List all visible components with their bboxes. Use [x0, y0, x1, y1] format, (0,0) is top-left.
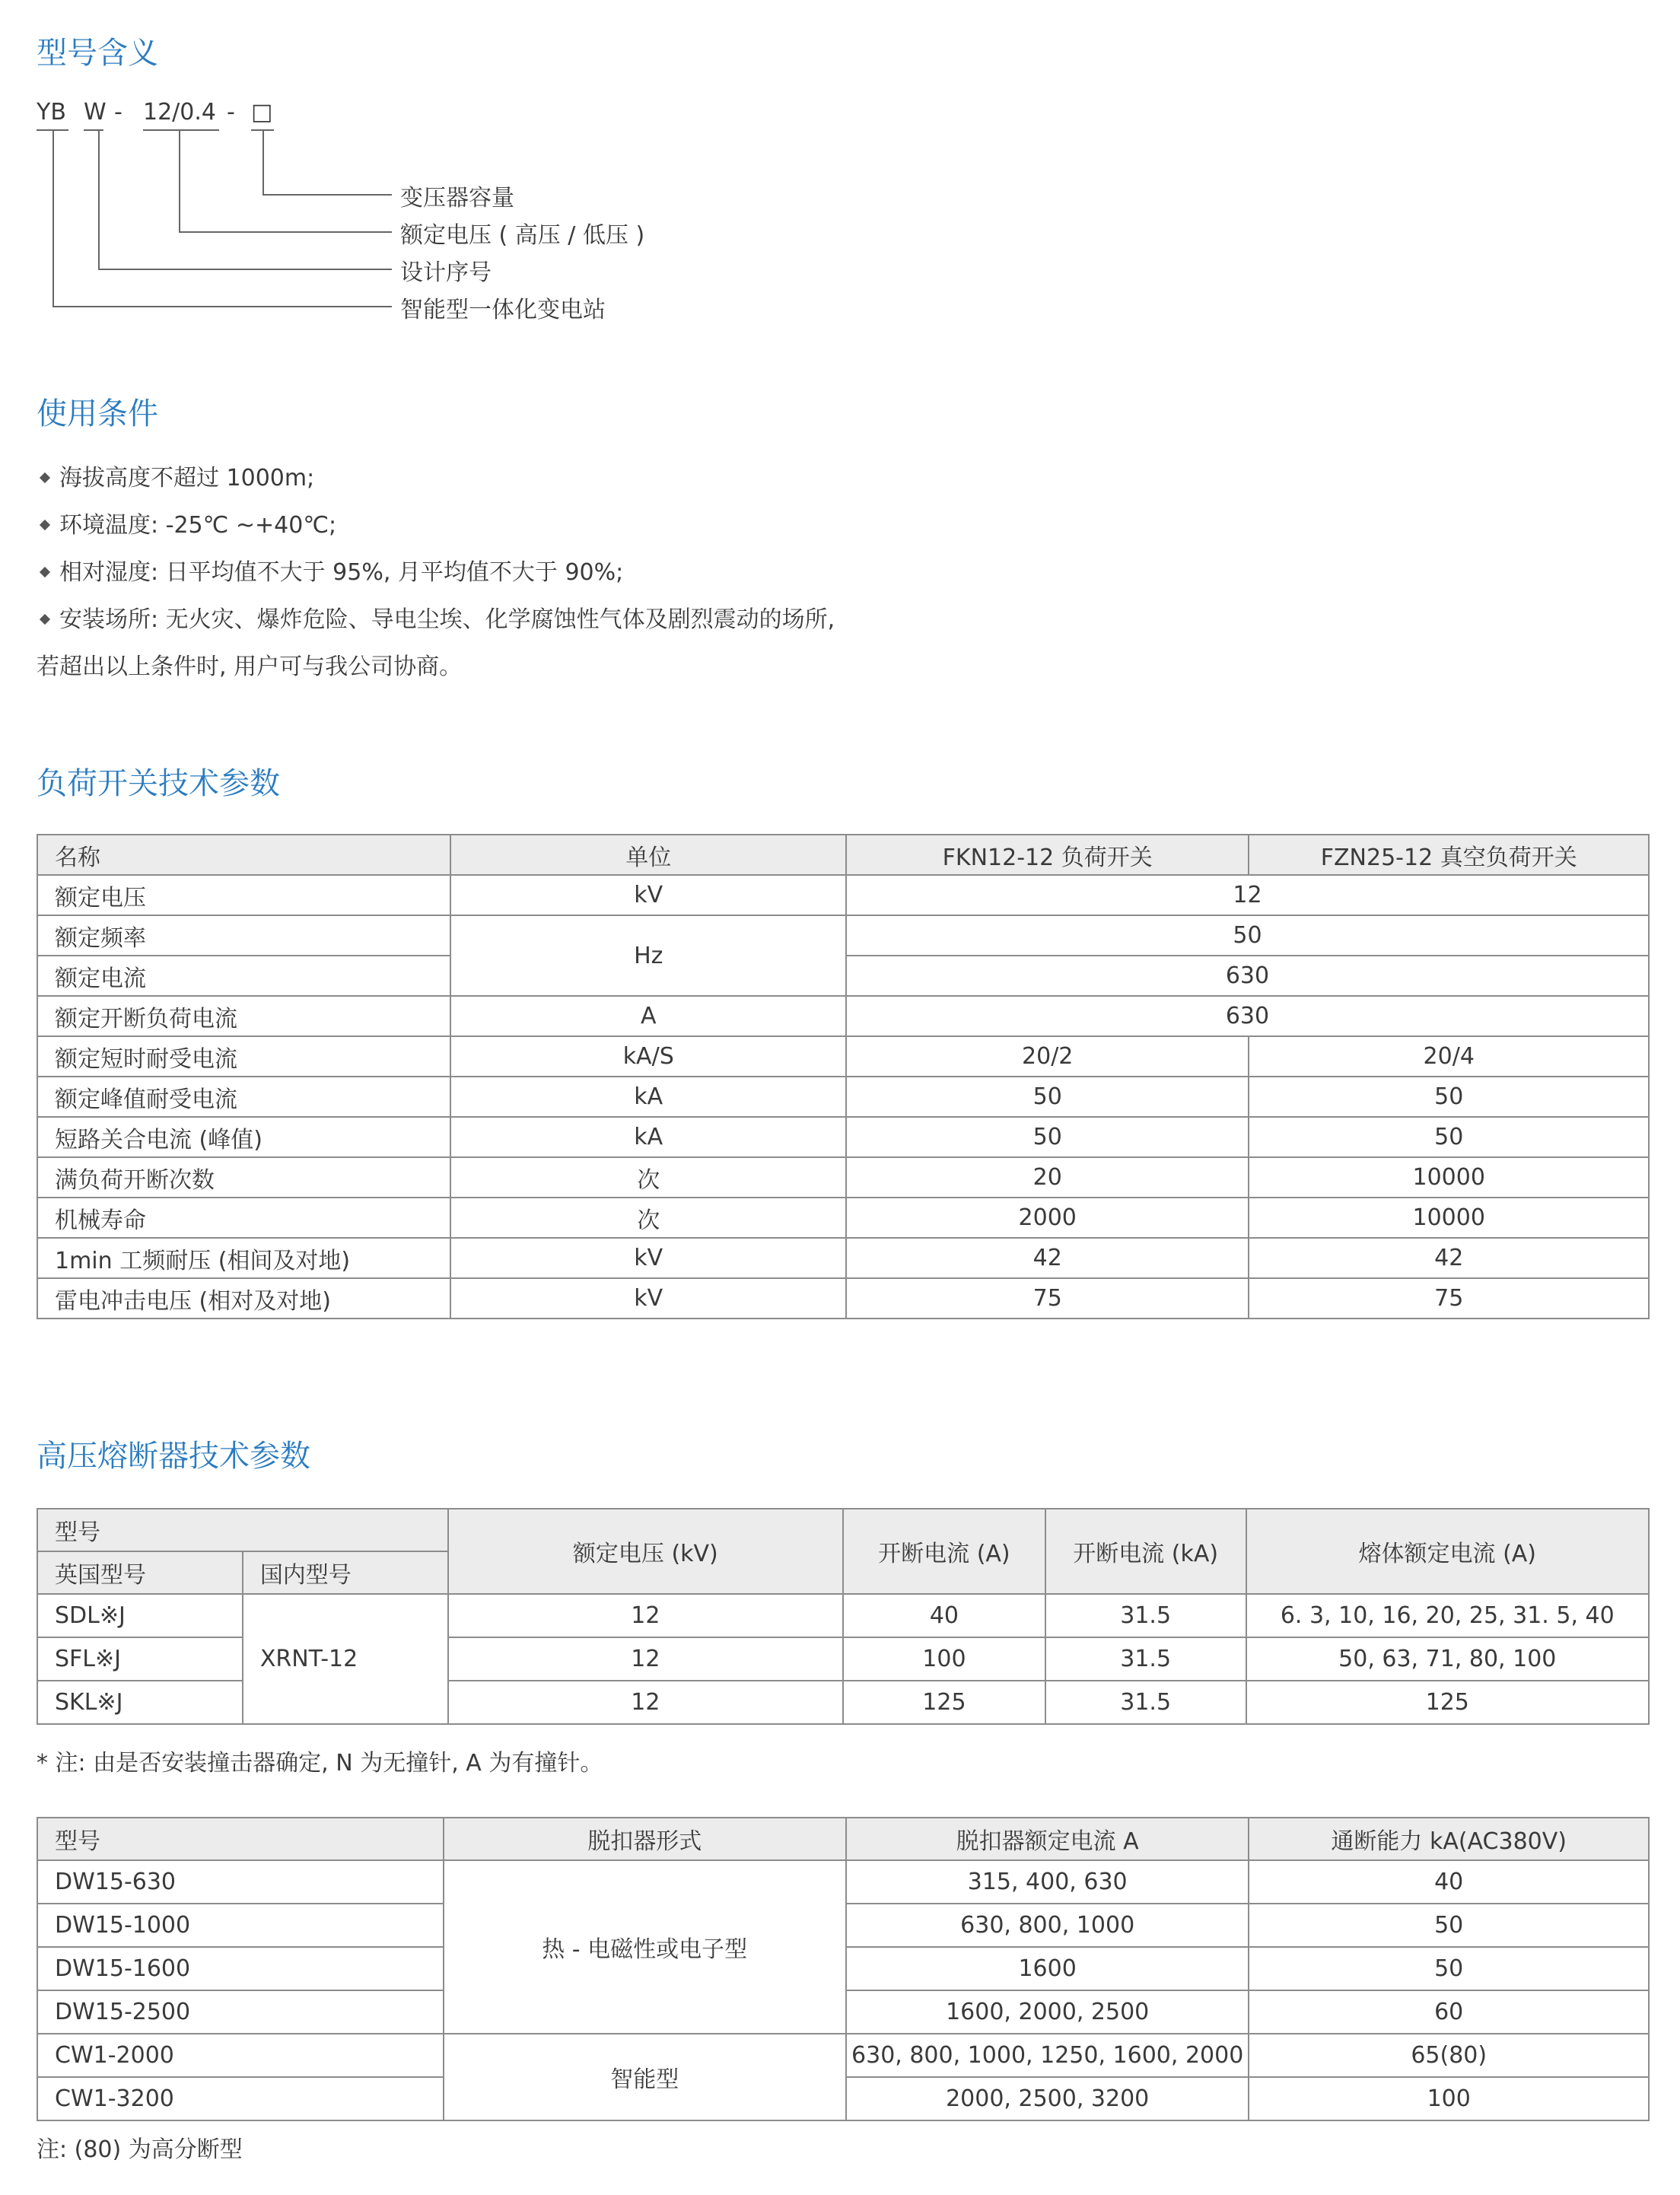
table-row [37, 996, 1649, 1036]
table-cell: 满负荷开断次数 [37, 1157, 450, 1198]
table-cell: 额定频率 [37, 915, 450, 956]
header-cn-model: 国内型号 [243, 1551, 448, 1594]
table-cell: 125 [1246, 1681, 1649, 1724]
table-cell: DW15-2500 [37, 1990, 444, 2034]
table-cell: 315, 400, 630 [846, 1860, 1249, 1904]
code-dash-2: - [227, 99, 235, 126]
table-cell: SDL※J [37, 1594, 243, 1637]
condition-text: 海拔高度不超过 1000m; [59, 465, 315, 491]
model-diagram [37, 91, 721, 342]
conditions-list [37, 455, 835, 691]
table-cell: SFL※J [37, 1637, 243, 1681]
conditions-title: 使用条件 [37, 396, 158, 431]
fuse-table [37, 1508, 1650, 1725]
table-cell: DW15-630 [37, 1860, 444, 1904]
connector-line [84, 129, 103, 131]
table-cell: 65(80) [1249, 2034, 1649, 2077]
connector-line [262, 194, 392, 196]
table-row [37, 915, 1649, 956]
conditions-footer: 若超出以上条件时, 用户可与我公司协商。 [37, 654, 463, 680]
table-cell: 125 [843, 1681, 1045, 1724]
table-cell: 100 [1249, 2077, 1649, 2120]
table-cell: kA/S [450, 1036, 845, 1077]
table-row [37, 875, 1649, 915]
table-cell: 630 [846, 956, 1649, 996]
table-cell: 额定电压 [37, 875, 450, 915]
condition-item [37, 502, 835, 549]
table-cell: kV [450, 1278, 845, 1319]
connector-line [52, 306, 392, 307]
table-cell: 12 [448, 1594, 843, 1637]
table-cell: 额定开断负荷电流 [37, 996, 450, 1036]
table-cell: 智能型 [444, 2034, 846, 2120]
connector-line [98, 269, 392, 270]
table-row [37, 1036, 1649, 1077]
table-cell: kV [450, 875, 845, 915]
header-fzn25: FZN25-12 真空负荷开关 [1249, 835, 1649, 875]
table-cell: CW1-3200 [37, 2077, 444, 2120]
connector-line [98, 131, 100, 269]
header-fkn12: FKN12-12 负荷开关 [846, 835, 1249, 875]
condition-item [37, 549, 835, 596]
table-cell: 12 [448, 1637, 843, 1681]
bullet-icon [40, 519, 50, 530]
table-cell: 31.5 [1045, 1594, 1246, 1637]
connector-line [179, 131, 180, 232]
table-cell: 2000 [846, 1198, 1249, 1238]
table-cell: 50 [846, 915, 1649, 956]
table-cell: 额定电流 [37, 956, 450, 996]
table-cell: 1600, 2000, 2500 [846, 1990, 1249, 2034]
table-cell: SKL※J [37, 1681, 243, 1724]
table-cell: A [450, 996, 845, 1036]
condition-item [37, 596, 835, 644]
table-row [37, 1117, 1649, 1157]
table-cell: 额定短时耐受电流 [37, 1036, 450, 1077]
table-cell: 额定峰值耐受电流 [37, 1077, 450, 1117]
code-capacity: □ [251, 99, 273, 126]
table-cell: 630, 800, 1000, 1250, 1600, 2000 [846, 2034, 1249, 2077]
condition-text: 环境温度: -25℃ ~+40℃; [59, 512, 337, 539]
table-cell: 60 [1249, 1990, 1649, 2034]
fuse-title: 高压熔断器技术参数 [37, 1439, 310, 1474]
table-cell: 机械寿命 [37, 1198, 450, 1238]
table-cell: 1600 [846, 1947, 1249, 1990]
condition-text: 安装场所: 无火灾、爆炸危险、导电尘埃、化学腐蚀性气体及剧烈震动的场所, [59, 606, 835, 633]
table-cell: 31.5 [1045, 1637, 1246, 1681]
condition-text: 相对湿度: 日平均值不大于 95%, 月平均值不大于 90%; [59, 559, 624, 586]
fuse-note: * 注: 由是否安装撞击器确定, N 为无撞针, A 为有撞针。 [37, 1750, 603, 1777]
code-w: W [84, 99, 107, 126]
table-cell: 50 [1249, 1947, 1649, 1990]
table-cell: 10000 [1249, 1157, 1649, 1198]
table-header-row [37, 835, 1649, 875]
table-cell: 12 [448, 1681, 843, 1724]
table-header-row [37, 1509, 1649, 1551]
connector-line [179, 231, 392, 233]
header-trip-current: 脱扣器额定电流 A [846, 1818, 1249, 1860]
header-model: 型号 [37, 1818, 444, 1860]
table-cell: 20 [846, 1157, 1249, 1198]
condition-item [37, 455, 835, 502]
header-model: 型号 [37, 1509, 448, 1551]
table-cell: 短路关合电流 (峰值) [37, 1117, 450, 1157]
table-cell: 12 [846, 875, 1649, 915]
load-switch-table [37, 834, 1650, 1319]
load-switch-title: 负荷开关技术参数 [37, 766, 280, 801]
label-design-serial: 设计序号 [400, 259, 492, 286]
table-row [37, 1278, 1649, 1319]
label-capacity: 变压器容量 [400, 185, 514, 212]
table-cell: 75 [1249, 1278, 1649, 1319]
table-cell: 40 [1249, 1860, 1649, 1904]
bullet-icon [40, 472, 50, 482]
table-row [37, 1198, 1649, 1238]
table-row [37, 2034, 1649, 2077]
table-row [37, 1238, 1649, 1278]
header-uk-model: 英国型号 [37, 1551, 243, 1594]
header-break-current-a: 开断电流 (A) [843, 1509, 1045, 1594]
table-row [37, 1860, 1649, 1904]
table-cell: DW15-1600 [37, 1947, 444, 1990]
table-cell: kA [450, 1117, 845, 1157]
table-cell: 20/4 [1249, 1036, 1649, 1077]
table-cell: 次 [450, 1157, 845, 1198]
table-cell: 50 [846, 1077, 1249, 1117]
table-cell: 100 [843, 1637, 1045, 1681]
header-melt-current: 熔体额定电流 (A) [1246, 1509, 1649, 1594]
header-breaking-capacity: 通断能力 kA(AC380V) [1249, 1818, 1649, 1860]
label-rated-voltage: 额定电压 ( 高压 / 低压 ) [400, 222, 645, 249]
table-cell: 热 - 电磁性或电子型 [444, 1860, 846, 2034]
table-cell: 2000, 2500, 3200 [846, 2077, 1249, 2120]
table-cell: DW15-1000 [37, 1904, 444, 1947]
table-row [37, 1077, 1649, 1117]
connector-line [262, 131, 264, 195]
table-cell: 10000 [1249, 1198, 1649, 1238]
table-row [37, 1157, 1649, 1198]
table-cell: 630 [846, 996, 1649, 1036]
table-cell: 50 [1249, 1117, 1649, 1157]
header-name: 名称 [37, 835, 450, 875]
table-cell: XRNT-12 [243, 1594, 448, 1724]
code-dash-1: - [114, 99, 123, 126]
table-cell: 31.5 [1045, 1681, 1246, 1724]
connector-line [52, 131, 54, 307]
table-cell: CW1-2000 [37, 2034, 444, 2077]
breaker-table [37, 1817, 1650, 2121]
table-cell: 42 [1249, 1238, 1649, 1278]
table-cell: 75 [846, 1278, 1249, 1319]
breaker-note: 注: (80) 为高分断型 [37, 2136, 243, 2163]
bullet-icon [40, 613, 50, 624]
table-cell: 42 [846, 1238, 1249, 1278]
header-voltage: 额定电压 (kV) [448, 1509, 843, 1594]
code-yb: YB [37, 99, 66, 126]
model-title: 型号含义 [37, 36, 158, 71]
table-cell: 6. 3, 10, 16, 20, 25, 31. 5, 40 [1246, 1594, 1649, 1637]
table-cell: 50 [1249, 1904, 1649, 1947]
table-cell: kV [450, 1238, 845, 1278]
table-cell: 50 [846, 1117, 1249, 1157]
table-cell: 50, 63, 71, 80, 100 [1246, 1637, 1649, 1681]
code-voltage: 12/0.4 [143, 99, 216, 126]
table-cell: 1min 工频耐压 (相间及对地) [37, 1238, 450, 1278]
connector-line [143, 129, 219, 131]
table-header-row [37, 1818, 1649, 1860]
header-unit: 单位 [450, 835, 845, 875]
table-cell: 630, 800, 1000 [846, 1904, 1249, 1947]
label-substation: 智能型一体化变电站 [400, 297, 606, 323]
table-row [37, 1594, 1649, 1637]
table-cell: kA [450, 1077, 845, 1117]
table-cell: 雷电冲击电压 (相对及对地) [37, 1278, 450, 1319]
table-cell: 40 [843, 1594, 1045, 1637]
bullet-icon [40, 566, 50, 577]
table-cell: 20/2 [846, 1036, 1249, 1077]
header-break-current-ka: 开断电流 (kA) [1045, 1509, 1246, 1594]
header-trip-type: 脱扣器形式 [444, 1818, 846, 1860]
table-cell: Hz [450, 915, 845, 996]
table-cell: 50 [1249, 1077, 1649, 1117]
table-cell: 次 [450, 1198, 845, 1238]
